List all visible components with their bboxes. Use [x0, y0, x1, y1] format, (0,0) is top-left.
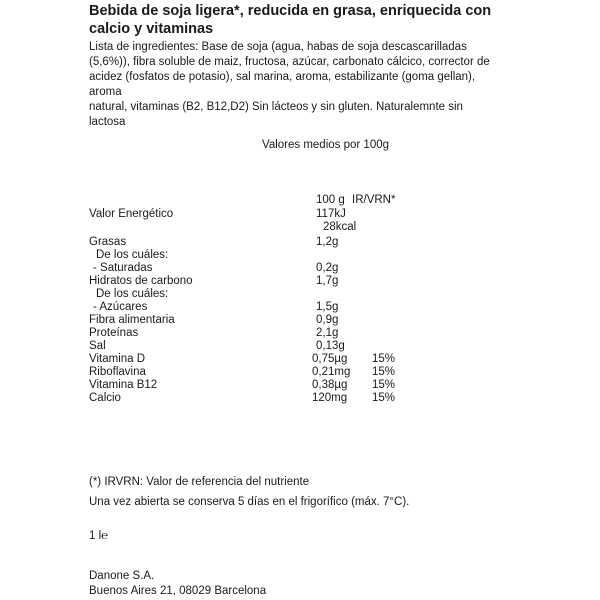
- nutrient-ir-percent: 15%: [372, 353, 396, 365]
- nutrient-label: Proteínas: [89, 327, 139, 339]
- nutrient-ir-percent: 15%: [372, 379, 396, 391]
- nutrient-label: Vitamina D: [89, 353, 146, 365]
- nutrient-label: Calcio: [89, 392, 121, 404]
- company-address: Buenos Aires 21, 08029 Barcelona: [89, 585, 267, 597]
- storage-note: Una vez abierta se conserva 5 días en el frigorífico (máx. 7°C).: [89, 496, 410, 508]
- nutrient-label: Sal: [89, 340, 106, 352]
- nutrient-quantity: 0,13g: [316, 340, 345, 352]
- nutrient-quantity: 120mg: [312, 392, 348, 404]
- nutrient-label: Riboflavina: [89, 366, 146, 378]
- nutrient-label: De los cuáles:: [96, 288, 169, 300]
- nutrient-label: Valor Energético: [89, 208, 174, 220]
- volume-label: 1 l℮: [89, 530, 109, 542]
- ingredients-line: (5,6%)), fibra soluble de maiz, fructosa, azúcar, carbonato cálcico, corrector de: [89, 56, 490, 68]
- nutrient-label: Fibra alimentaria: [89, 314, 175, 326]
- nutrient-quantity: 0,75µg: [312, 353, 348, 365]
- ingredients-list: [89, 40, 509, 130]
- nutrient-quantity: 117kJ: [316, 208, 346, 220]
- product-title-line-2: calcio y vitaminas: [89, 21, 214, 37]
- nutrient-label: Vitamina B12: [89, 379, 158, 391]
- nutrient-label: Grasas: [89, 236, 127, 248]
- column-header-ir-vrn: IR/VRN*: [352, 194, 396, 206]
- nutrient-quantity: 2,1g: [316, 327, 339, 339]
- ingredients-line: acidez (fosfatos de potasio), sal marina, aroma, estabilizante (goma gellan), aroma: [89, 71, 476, 98]
- ingredients-line: natural, vitaminas (B2, B12,D2) Sin lácteos y sin gluten. Naturalemnte sin: [89, 101, 463, 113]
- company-name: Danone S.A.: [89, 570, 155, 582]
- nutrient-quantity: 0,2g: [316, 262, 339, 274]
- ingredients-line: lactosa: [89, 116, 126, 128]
- nutrient-ir-percent: 15%: [372, 366, 396, 378]
- nutrition-heading: Valores medios por 100g: [262, 139, 389, 151]
- column-header-quantity: 100 g: [316, 194, 345, 206]
- nutrient-label: - Azúcares: [93, 301, 148, 313]
- product-title-line-1: Bebida de soja ligera*, reducida en grasa, enriquecida con: [89, 3, 492, 19]
- nutrient-quantity: 28kcal: [323, 221, 357, 233]
- ingredients-line: Lista de ingredientes: Base de soja (agua, habas de soja descascarilladas: [89, 41, 467, 53]
- footnote: (*) IRVRN: Valor de referencia del nutriente: [89, 476, 310, 488]
- nutrient-label: Hidratos de carbono: [89, 275, 193, 287]
- nutrient-label: De los cuáles:: [96, 249, 169, 261]
- nutrient-ir-percent: 15%: [372, 392, 396, 404]
- nutrient-quantity: 0,38µg: [312, 379, 348, 391]
- nutrient-quantity: 1,5g: [316, 301, 339, 313]
- nutrient-quantity: 1,7g: [316, 275, 339, 287]
- product-title: [89, 2, 491, 38]
- nutrient-quantity: 0,21mg: [312, 366, 351, 378]
- nutrient-quantity: 1,2g: [316, 236, 339, 248]
- nutrient-quantity: 0,9g: [316, 314, 339, 326]
- nutrient-label: - Saturadas: [93, 262, 153, 274]
